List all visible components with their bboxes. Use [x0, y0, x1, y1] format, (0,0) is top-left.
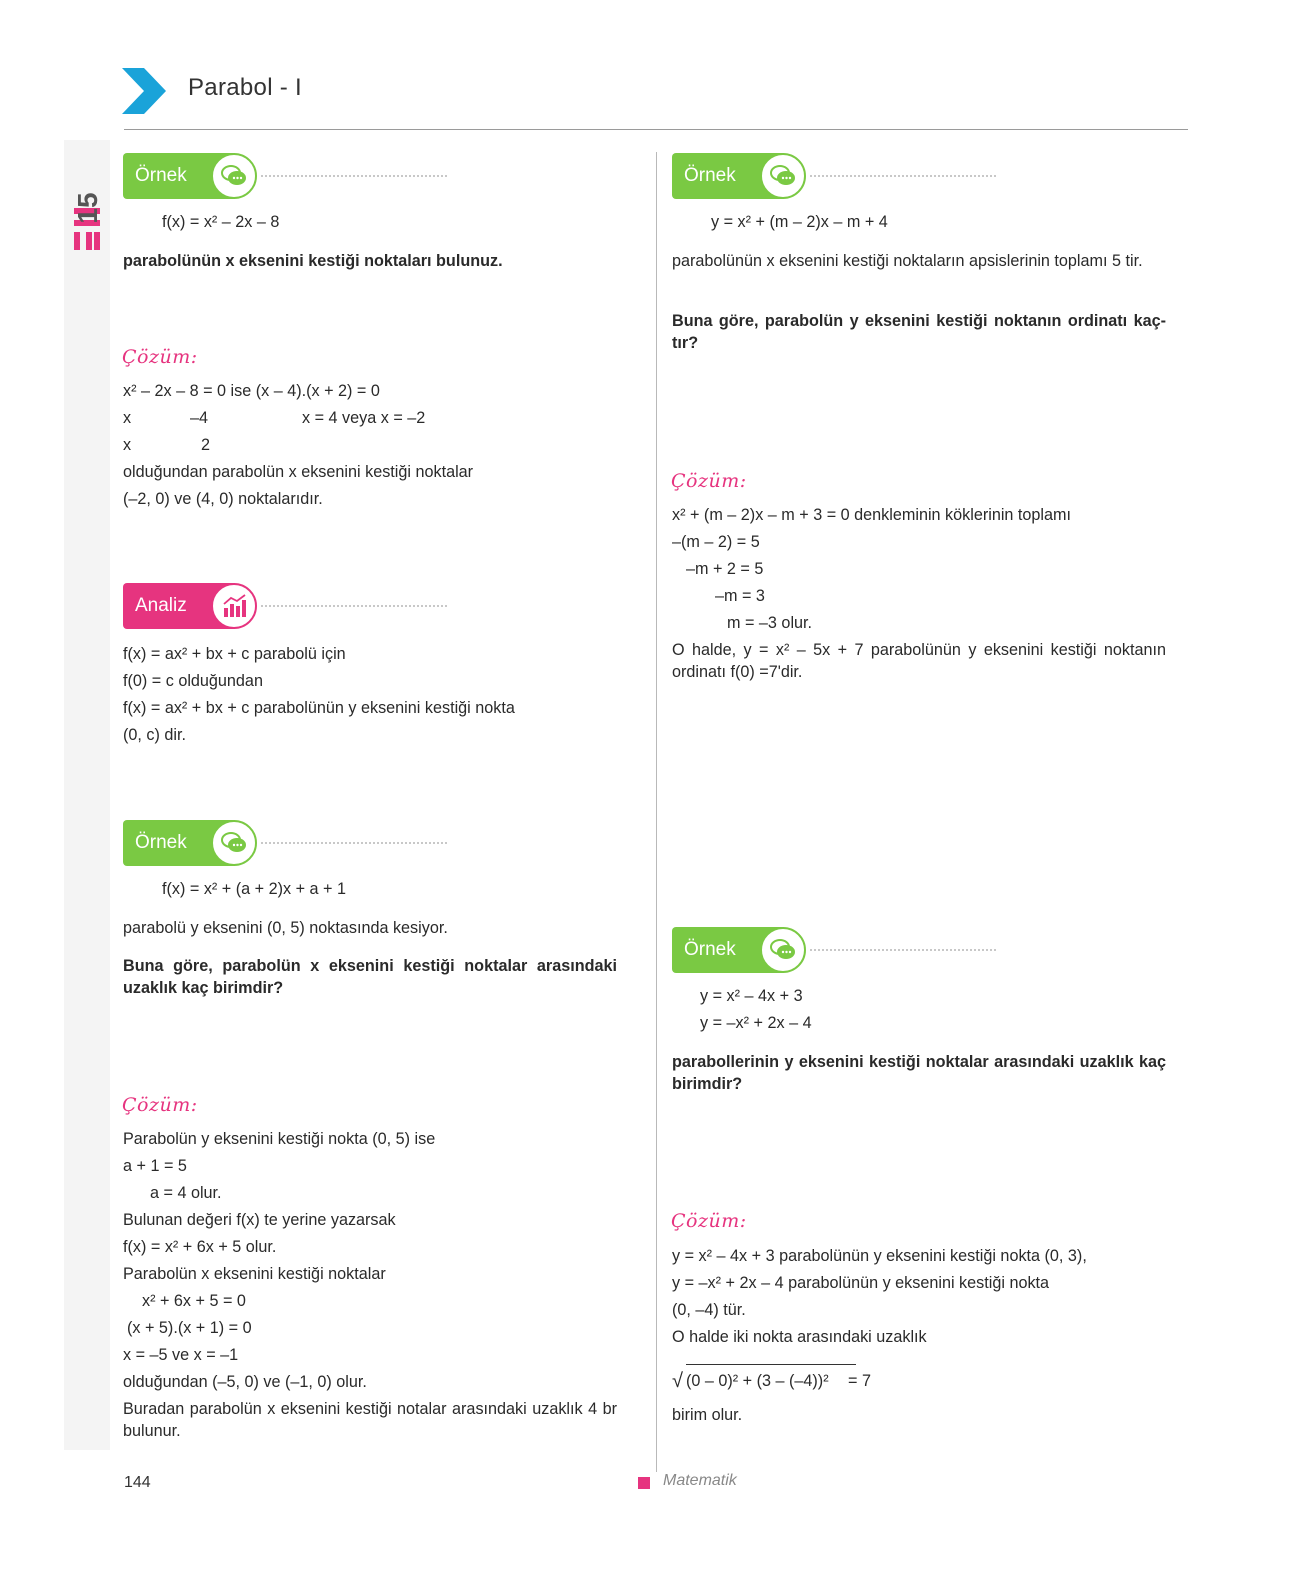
ex1-line: x — [123, 409, 132, 427]
ex4-line: O halde iki nokta arasındaki uzaklık — [672, 1328, 927, 1346]
column-divider — [656, 152, 657, 1472]
ex1-line: (–2, 0) ve (4, 0) noktalarıdır. — [123, 490, 323, 508]
ex2-line: f(x) = x² + 6x + 5 olur. — [123, 1238, 277, 1256]
ex4-formula-2: y = –x² + 2x – 4 — [700, 1014, 812, 1032]
badge-label: Örnek — [684, 939, 736, 960]
analiz-badge — [123, 583, 259, 629]
analiz-line: (0, c) dir. — [123, 726, 186, 744]
ex3-line: m = –3 olur. — [727, 614, 813, 632]
ex4-line: (0, –4) tür. — [672, 1301, 746, 1319]
ornek-badge-4 — [672, 927, 808, 973]
ex1-line: 2 — [201, 436, 211, 454]
ex4-line: birim olur. — [672, 1406, 743, 1424]
ex3-line: O halde, y = x² – 5x + 7 parabolünün y eksenini kestiği noktanın ordinatı f(0) =7'dir. — [672, 641, 1166, 681]
ex3-cozum-heading: Çözüm: — [671, 470, 747, 492]
speech-bubbles-icon — [220, 829, 248, 857]
subject-label: Matematik — [663, 1472, 737, 1489]
ex3-formula: y = x² + (m – 2)x – m + 4 — [711, 213, 888, 231]
page-number: 144 — [124, 1474, 151, 1491]
ex4-line: y = x² – 4x + 3 parabolünün y eksenini kestiği nokta (0, 3), — [672, 1247, 1087, 1265]
sqrt-result: = 7 — [848, 1372, 871, 1390]
ex3-line: x² + (m – 2)x – m + 3 = 0 denkleminin köklerinin toplamı — [672, 506, 1072, 524]
ornek-badge-1 — [123, 153, 259, 199]
ex2-line: olduğundan (–5, 0) ve (–1, 0) olur. — [123, 1373, 367, 1391]
ex3-statement: parabolünün x eksenini kestiği noktaların apsislerinin toplamı 5 tir. — [672, 252, 1143, 270]
ex2-line: Bulunan değeri f(x) te yerine yazarsak — [123, 1211, 396, 1229]
ex2-line: Parabolün x eksenini kestiği noktalar — [123, 1265, 386, 1283]
ex2-line: a = 4 olur. — [150, 1184, 222, 1202]
ex4-line: y = –x² + 2x – 4 parabolünün y eksenini kestiği nokta — [672, 1274, 1050, 1292]
ex1-line: x² – 2x – 8 = 0 ise (x – 4).(x + 2) = 0 — [123, 382, 380, 400]
sqrt-radicand: (0 – 0)² + (3 – (–4))² — [686, 1372, 829, 1390]
ex3-line: –(m – 2) = 5 — [672, 533, 760, 551]
ex1-cozum-heading: Çözüm: — [122, 346, 198, 368]
ex2-question: Buna göre, parabolün x eksenini kestiği noktalar arasındaki uzaklık kaç birimdir? — [123, 957, 617, 997]
analiz-line: f(0) = c olduğundan — [123, 672, 263, 690]
side-strip — [64, 140, 110, 1450]
ornek-badge-2 — [123, 820, 259, 866]
analiz-line: f(x) = ax² + bx + c parabolünün y eksenini kestiği nokta — [123, 699, 515, 717]
ex2-formula: f(x) = x² + (a + 2)x + a + 1 — [162, 880, 346, 898]
fasikul-marker — [66, 148, 110, 258]
bar-chart-icon — [220, 592, 248, 620]
ex2-line: Parabolün y eksenini kestiği nokta (0, 5) ise — [123, 1130, 436, 1148]
ex2-statement: parabolü y eksenini (0, 5) noktasında kesiyor. — [123, 919, 448, 937]
ex1-line: x = 4 veya x = –2 — [302, 409, 426, 427]
ex4-cozum-heading: Çözüm: — [671, 1210, 747, 1232]
ex1-line: –4 — [190, 409, 209, 427]
ex1-line: x — [123, 436, 132, 454]
speech-bubbles-icon — [769, 936, 797, 964]
header-divider — [124, 129, 1188, 130]
ex2-line: x = –5 ve x = –1 — [123, 1346, 239, 1364]
ex2-cozum-heading: Çözüm: — [122, 1094, 198, 1116]
ex2-line: x² + 6x + 5 = 0 — [142, 1292, 246, 1310]
ex2-line: Buradan parabolün x eksenini kestiği notalar arasındaki uzaklık 4 br bulunur. — [123, 1400, 617, 1440]
chevron-icon — [122, 68, 166, 114]
ex2-line: (x + 5).(x + 1) = 0 — [127, 1319, 252, 1337]
ornek-badge-3 — [672, 153, 808, 199]
ex3-line: –m = 3 — [715, 587, 765, 605]
speech-bubbles-icon — [220, 162, 248, 190]
ex1-line: olduğundan parabolün x eksenini kestiği noktalar — [123, 463, 474, 481]
ex1-question: parabolünün x eksenini kestiği noktaları bulunuz. — [123, 252, 503, 270]
ex1-formula: f(x) = x² – 2x – 8 — [162, 213, 280, 231]
badge-label: Örnek — [684, 165, 736, 186]
subject-square-icon — [638, 1477, 650, 1489]
speech-bubbles-icon — [769, 162, 797, 190]
ex3-line: –m + 2 = 5 — [686, 560, 764, 578]
page-title: Parabol - I — [188, 74, 303, 101]
ex4-formula-1: y = x² – 4x + 3 — [700, 987, 803, 1005]
badge-label: Örnek — [135, 165, 187, 186]
analiz-line: f(x) = ax² + bx + c parabolü için — [123, 645, 346, 663]
fasikul-number: 15 — [72, 192, 103, 224]
ex2-line: a + 1 = 5 — [123, 1157, 187, 1175]
badge-label: Örnek — [135, 832, 187, 853]
ex3-question: Buna göre, parabolün y eksenini kestiği noktanın ordinatı kaç-tır? — [672, 312, 1166, 352]
ex4-question: parabollerinin y eksenini kestiği noktalar arasındaki uzaklık kaç birimdir? — [672, 1053, 1166, 1093]
sqrt-symbol: √ — [672, 1370, 683, 1392]
badge-label: Analiz — [135, 595, 187, 616]
